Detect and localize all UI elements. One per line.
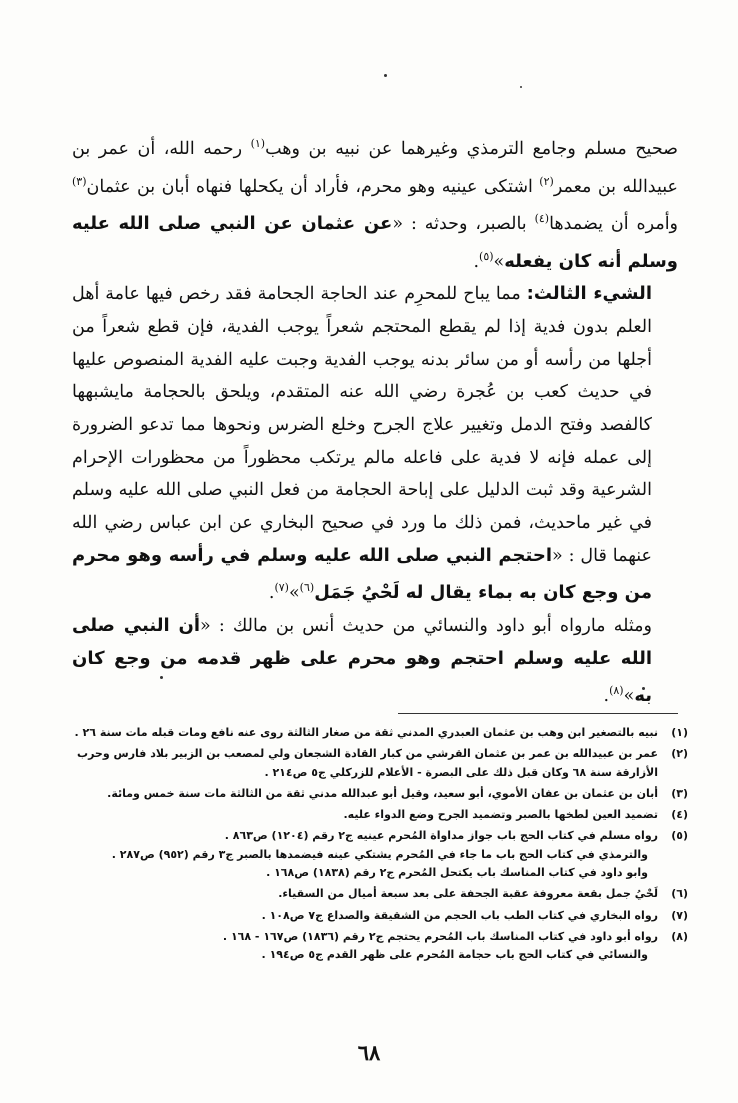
text-run: » xyxy=(288,583,300,604)
footnote xyxy=(56,827,688,882)
footnote-number: (٥) xyxy=(671,829,688,843)
text-run: وأمره أن يضمدها xyxy=(549,213,679,234)
scan-speck xyxy=(520,86,522,88)
footnote xyxy=(56,785,688,803)
scan-speck xyxy=(384,74,387,77)
footnote-ref: (٧) xyxy=(274,581,289,595)
footnote xyxy=(56,806,688,824)
hadith-quote: أن النبي صلى الله عليه وسلم احتجم وهو محرم على ظهر قدمه من وجع كان به xyxy=(72,614,652,707)
text-run: مما يباح للمحرِم عند الحاجة الجحامة فقد رخص فيها عامة أهل العلم بدون فدية إذا لم يقطع المحتجم شعراً يوجب الفدية، فإن قطع شعراً من أجلها من رأسه أو من سائر بدنه يوجب الفدية وجبت عليه الفدية المنصوص عليها في حديث كعب بن عُجرة رضي الله عنه المتقدم، ويلحق بالحجامة مايشبهها كالفصد وفتح الدمل وتغيير علاج الجرح وخلع الضرس ونحوها مما تدعو الضرورة إلى عمله فإنه لا فدية على فاعله مالم يرتكب محظوراً من محظورات الإحرام الشرعية وقد ثبت الدليل على إباحة الحجامة من فعل النبي صلى الله عليه وسلم في غير ماحديث، فمن ذلك ما ورد في صحيح البخاري عن ابن عباس رضي الله عنهما قال : « xyxy=(72,284,652,566)
footnote-ref: (١) xyxy=(250,137,266,150)
text-run: » xyxy=(623,686,635,707)
paragraph-1 xyxy=(72,128,678,278)
footnote-ref: (٨) xyxy=(609,684,624,698)
footnote-ref: (٥) xyxy=(479,249,494,263)
footnote xyxy=(56,724,688,742)
footnote xyxy=(56,907,688,925)
footnote xyxy=(56,885,688,903)
footnote-text: رواه مسلم في كتاب الحج باب جواز مداواة المُحرم عينيه ج٢ رقم (١٢٠٤) ص٨٦٣ . xyxy=(224,829,658,843)
footnote-text: وابو داود في كتاب المناسك باب يكتحل المُحرم ج٢ رقم (١٨٣٨) ص١٦٨ . xyxy=(266,866,648,880)
text-run: . xyxy=(603,686,610,707)
footnote-ref: (٤) xyxy=(534,212,550,226)
footnote-text: والنسائي في كتاب الحج باب حجامة المُحرم على ظهر القدم ج٥ ص١٩٤ . xyxy=(261,948,648,962)
footnote-number: (٤) xyxy=(671,808,688,822)
text-run: صحيح مسلم وجامع الترمذي وغيرهما عن نبيه بن وهب xyxy=(265,138,678,159)
text-run: . xyxy=(268,583,275,604)
footnote-number: (٣) xyxy=(671,786,688,800)
footnote-text: عمر بن عبيدالله بن عمر بن عثمان القرشي من كبار القادة الشجعان ولي لمصعب بن الزبير بلاد فارس وحرب الأزارقة سنة ٦٨ وكان قبل ذلك على البصرة - الأعلام للزركلي ج٥ ص٢١٤ . xyxy=(77,747,658,779)
text-run: رحمه الله، أن عمر بن عبيدالله بن معمر xyxy=(72,138,678,197)
footnote-ref: (٣) xyxy=(72,174,87,188)
hadith-quote: احتجم النبي صلى الله عليه وسلم في رأسه وهو محرم من وجع كان به بماء يقال له لَحْيُ جَمَل xyxy=(72,544,652,604)
footnote xyxy=(56,928,688,965)
footnote-text: رواه البخاري في كتاب الطب باب الحجم من الشقيقة والصداع ج٧ ص١٠٨ . xyxy=(261,908,658,922)
footnote-number: (٢) xyxy=(671,747,688,761)
footnotes xyxy=(56,724,688,965)
text-run: ومثله مارواه أبو داود والنسائي من حديث أنس بن مالك : « xyxy=(200,615,652,636)
main-text xyxy=(72,128,678,713)
paragraph-2 xyxy=(72,278,678,610)
footnote-number: (٦) xyxy=(671,887,688,901)
section-heading: الشيء الثالث: xyxy=(526,283,652,305)
hadith-quote: عن عثمان عن النبي صلى الله عليه وسلم أنه كان يفعله xyxy=(72,212,678,272)
text-run: . xyxy=(473,251,480,272)
footnote-number: (١) xyxy=(671,726,688,739)
page-number: ٦٨ xyxy=(357,1040,381,1065)
text-run: اشتكى عينيه وهو محرم، فأراد أن يكحلها فنهاه أبان بن عثمان xyxy=(86,176,540,197)
text-run: » xyxy=(493,251,505,272)
footnote-text: لَحْيُ جمل بقعة معروفة عقبة الجحفة على بعد سبعة أميال من السقياء. xyxy=(278,887,658,901)
footnote-number: (٨) xyxy=(671,929,688,943)
footnote-text: رواه أبو داود في كتاب المناسك باب المُحرم يحتجم ج٢ رقم (١٨٣٦) ص١٦٧ - ١٦٨ . xyxy=(222,929,658,943)
footnote-text: أبان بن عثمان بن عفان الأموي، أبو سعيد، وقيل أبو عبدالله مدني ثقة من الثالثة مات سنة خمس ومائة. xyxy=(107,786,658,800)
footnote-separator xyxy=(398,713,678,714)
text-run: بالصبر، وحدثه : « xyxy=(392,213,535,234)
footnote-number: (٧) xyxy=(671,908,688,922)
footnote-text: نبيه بالتصغير ابن وهب بن عثمان العبدري المدني ثقة من صغار الثالثة روى عنه نافع ومات قبله مات سنة ٢٦ . xyxy=(74,726,658,739)
footnote-ref: (٦) xyxy=(299,581,315,595)
footnote xyxy=(56,745,688,782)
footnote-text: والترمذي في كتاب الحج باب ما جاء في المُحرم يشتكي عينه فيضمدها بالصبر ج٣ رقم (٩٥٢) ص٢٨٧ . xyxy=(111,847,648,861)
footnote-text: تضميد العين لطخها بالصبر وتضميد الجرح وضع الدواء عليه. xyxy=(343,808,658,822)
footnote-ref: (٢) xyxy=(539,174,554,188)
paragraph-3 xyxy=(72,610,678,713)
